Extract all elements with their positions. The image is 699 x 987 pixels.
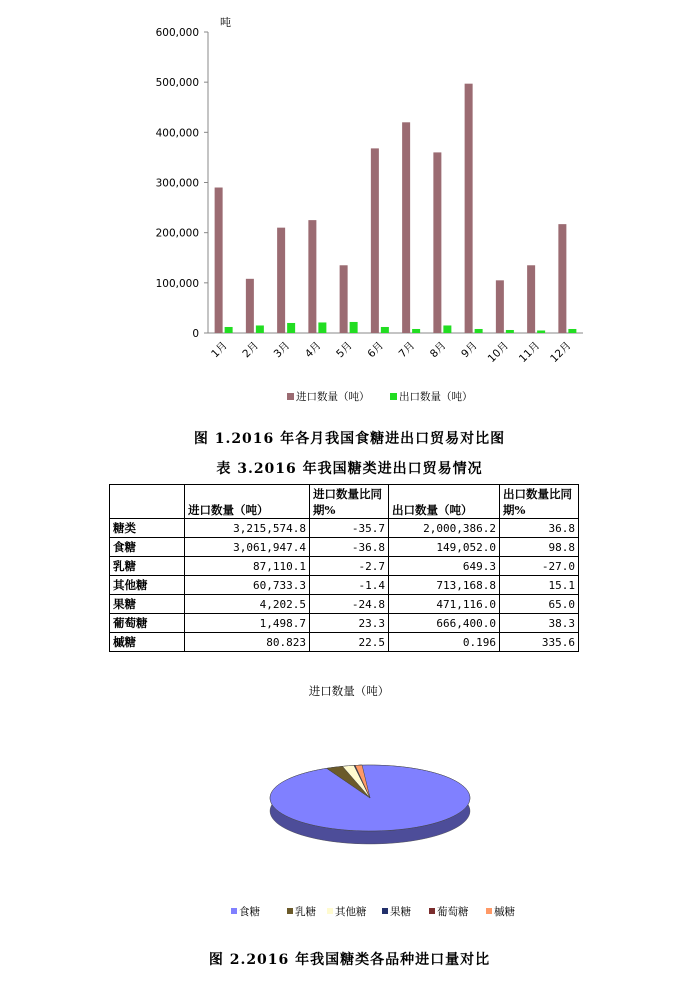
header-cell-import-yoy: 进口数量比同期%	[310, 485, 389, 519]
row-name: 糖类	[110, 519, 185, 538]
import-yoy: -36.8	[310, 538, 389, 557]
export-bar	[506, 330, 514, 333]
export-bar	[475, 329, 483, 333]
import-qty: 3,215,574.8	[185, 519, 310, 538]
import-yoy: 23.3	[310, 614, 389, 633]
import-bar	[496, 280, 504, 333]
export-bar	[350, 322, 358, 333]
row-name: 食糖	[110, 538, 185, 557]
export-qty: 149,052.0	[389, 538, 500, 557]
header-cell-category	[110, 485, 185, 519]
import-bar	[308, 220, 316, 333]
header-cell-import-qty: 进口数量（吨）	[185, 485, 310, 519]
x-tick-label: 2月	[240, 339, 261, 361]
x-tick-label: 5月	[334, 339, 355, 361]
export-bar	[443, 325, 451, 333]
row-name: 葡萄糖	[110, 614, 185, 633]
export-qty: 0.196	[389, 633, 500, 652]
x-tick-label: 3月	[271, 339, 293, 361]
y-tick-label: 300,000	[155, 177, 199, 190]
legend-label: 乳糖	[295, 906, 316, 918]
export-qty: 649.3	[389, 557, 500, 576]
export-yoy: 98.8	[500, 538, 579, 557]
import-bar	[371, 148, 379, 333]
export-bar	[537, 330, 545, 333]
x-tick-label: 11月	[516, 339, 543, 366]
legend-swatch	[486, 908, 492, 914]
import-bar	[558, 224, 566, 333]
x-tick-label: 4月	[302, 339, 324, 361]
pie-title: 进口数量（吨）	[308, 684, 390, 698]
import-qty: 80.823	[185, 633, 310, 652]
legend-label: 进口数量（吨）	[296, 391, 370, 403]
export-qty: 471,116.0	[389, 595, 500, 614]
legend-label: 出口数量（吨）	[399, 391, 473, 403]
header-cell-export-yoy: 出口数量比同期%	[500, 485, 579, 519]
table-header-row	[110, 485, 579, 519]
import-bar	[402, 122, 410, 333]
import-bar	[527, 265, 535, 333]
legend-label: 果糖	[390, 906, 411, 918]
import-variety-pie-chart	[0, 676, 699, 936]
table-row	[110, 576, 579, 595]
export-qty: 666,400.0	[389, 614, 500, 633]
import-yoy: -35.7	[310, 519, 389, 538]
legend-swatch	[382, 908, 388, 914]
import-qty: 1,498.7	[185, 614, 310, 633]
import-yoy: -24.8	[310, 595, 389, 614]
table-row	[110, 614, 579, 633]
import-qty: 87,110.1	[185, 557, 310, 576]
legend-swatch	[231, 908, 237, 914]
legend-swatch	[429, 908, 435, 914]
sugar-trade-table	[109, 484, 579, 652]
x-tick-label: 9月	[459, 339, 480, 361]
export-bar	[225, 327, 233, 333]
y-tick-label: 400,000	[155, 127, 199, 140]
export-bar	[287, 323, 295, 333]
import-bar	[215, 188, 223, 333]
figure2-caption: 图 2.2016 年我国糖类各品种进口量对比	[208, 952, 491, 968]
table-row	[110, 595, 579, 614]
export-yoy: -27.0	[500, 557, 579, 576]
y-tick-label: 600,000	[155, 27, 199, 39]
legend-swatch	[287, 393, 294, 400]
import-bar	[433, 152, 441, 333]
export-yoy: 15.1	[500, 576, 579, 595]
export-yoy: 36.8	[500, 519, 579, 538]
export-bar	[381, 327, 389, 333]
x-tick-label: 6月	[365, 339, 386, 361]
legend-swatch	[287, 908, 293, 914]
export-bar	[256, 325, 264, 333]
export-bar	[412, 329, 420, 333]
import-bar	[277, 228, 285, 333]
export-bar	[568, 329, 576, 333]
x-tick-label: 8月	[427, 339, 449, 361]
table-row	[110, 633, 579, 652]
row-name: 其他糖	[110, 576, 185, 595]
figure1-caption: 图 1.2016 年各月我国食糖进出口贸易对比图	[193, 431, 506, 447]
y-tick-label: 100,000	[155, 277, 199, 290]
monthly-trade-bar-chart	[0, 0, 699, 420]
import-bar	[465, 84, 473, 333]
table-row	[110, 519, 579, 538]
y-tick-label: 500,000	[155, 77, 199, 90]
import-yoy: -1.4	[310, 576, 389, 595]
export-yoy: 65.0	[500, 595, 579, 614]
y-tick-label: 200,000	[155, 227, 199, 240]
header-cell-export-qty: 出口数量（吨）	[389, 485, 500, 519]
export-bar	[318, 322, 326, 333]
import-yoy: 22.5	[310, 633, 389, 652]
export-qty: 2,000,386.2	[389, 519, 500, 538]
table-row	[110, 538, 579, 557]
y-tick-label: 0	[192, 328, 199, 340]
import-yoy: -2.7	[310, 557, 389, 576]
import-qty: 3,061,947.4	[185, 538, 310, 557]
import-qty: 60,733.3	[185, 576, 310, 595]
row-name: 果糖	[110, 595, 185, 614]
legend-swatch	[327, 908, 333, 914]
export-yoy: 335.6	[500, 633, 579, 652]
export-yoy: 38.3	[500, 614, 579, 633]
legend-label: 食糖	[239, 906, 260, 918]
legend-swatch	[390, 393, 397, 400]
x-tick-label: 1月	[209, 339, 230, 361]
table-row	[110, 557, 579, 576]
legend-label: 其他糖	[335, 906, 367, 918]
import-qty: 4,202.5	[185, 595, 310, 614]
y-unit-label: 吨	[220, 16, 231, 29]
table-caption: 表 3.2016 年我国糖类进出口贸易情况	[216, 461, 483, 477]
row-name: 乳糖	[110, 557, 185, 576]
legend-label: 葡萄糖	[437, 906, 469, 918]
x-tick-label: 12月	[548, 339, 574, 366]
legend-label: 槭糖	[494, 906, 515, 918]
import-bar	[340, 265, 348, 333]
x-tick-label: 7月	[396, 339, 418, 361]
x-tick-label: 10月	[485, 339, 511, 366]
export-qty: 713,168.8	[389, 576, 500, 595]
row-name: 槭糖	[110, 633, 185, 652]
import-bar	[246, 279, 254, 333]
